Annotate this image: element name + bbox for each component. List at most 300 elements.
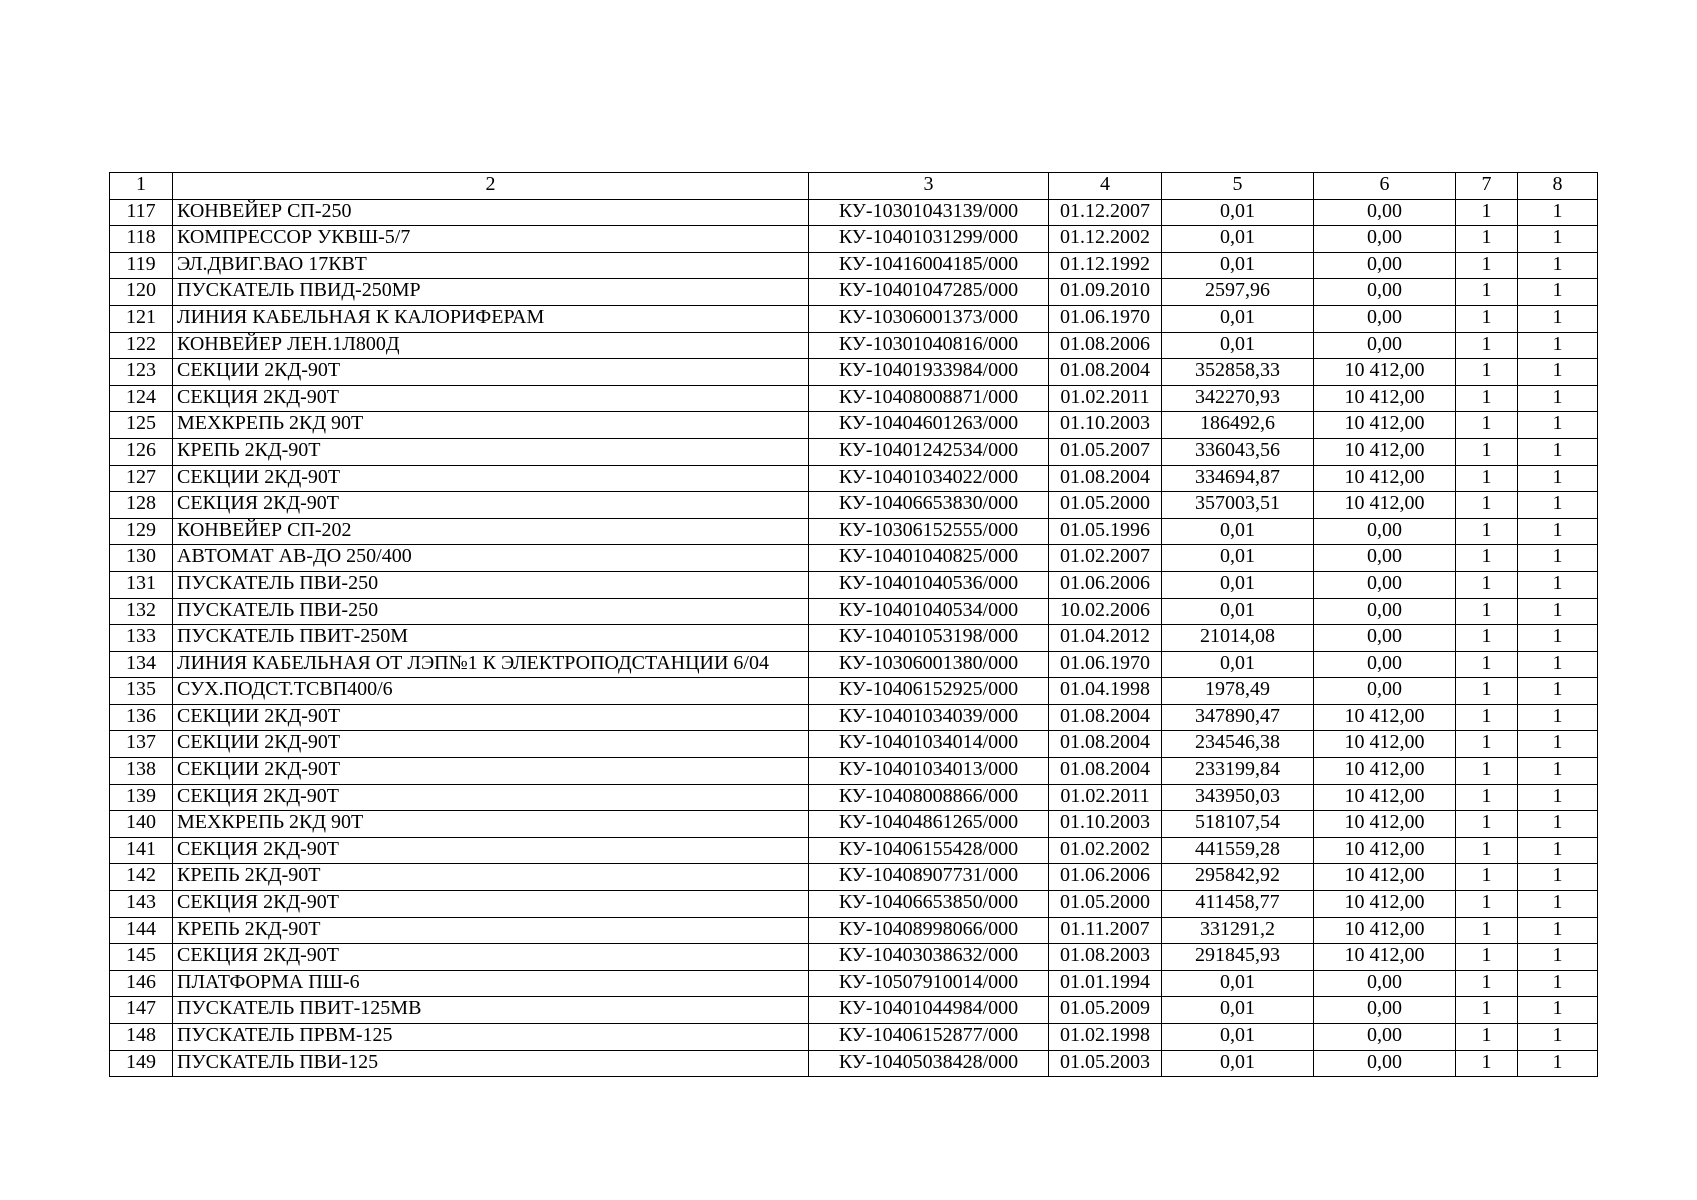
value-cell: 441559,28 xyxy=(1162,837,1314,864)
inventory-code: КУ-10301040816/000 xyxy=(809,332,1049,359)
value-cell: 291845,93 xyxy=(1162,944,1314,971)
value-cell: 0,00 xyxy=(1314,226,1456,253)
quantity-cell: 1 xyxy=(1456,199,1518,226)
value-cell: 186492,6 xyxy=(1162,412,1314,439)
row-number: 138 xyxy=(110,758,173,785)
inventory-code: КУ-10507910014/000 xyxy=(809,970,1049,997)
value-cell: 0,01 xyxy=(1162,651,1314,678)
row-number: 127 xyxy=(110,465,173,492)
quantity-cell: 1 xyxy=(1456,678,1518,705)
value-cell: 0,00 xyxy=(1314,571,1456,598)
column-header: 6 xyxy=(1314,173,1456,200)
inventory-code: КУ-10401034013/000 xyxy=(809,758,1049,785)
item-name: КОМПРЕССОР УКВШ-5/7 xyxy=(173,226,809,253)
value-cell: 10 412,00 xyxy=(1314,891,1456,918)
row-number: 140 xyxy=(110,811,173,838)
value-cell: 0,00 xyxy=(1314,199,1456,226)
row-number: 126 xyxy=(110,438,173,465)
value-cell: 10 412,00 xyxy=(1314,837,1456,864)
row-number: 121 xyxy=(110,305,173,332)
row-number: 142 xyxy=(110,864,173,891)
quantity-cell: 1 xyxy=(1456,571,1518,598)
value-cell: 331291,2 xyxy=(1162,917,1314,944)
row-number: 134 xyxy=(110,651,173,678)
inventory-code: КУ-10404861265/000 xyxy=(809,811,1049,838)
value-cell: 10 412,00 xyxy=(1314,811,1456,838)
quantity-cell: 1 xyxy=(1518,997,1598,1024)
column-header: 7 xyxy=(1456,173,1518,200)
value-cell: 0,00 xyxy=(1314,279,1456,306)
quantity-cell: 1 xyxy=(1456,625,1518,652)
item-name: СЕКЦИЯ 2КД-90Т xyxy=(173,891,809,918)
value-cell: 0,01 xyxy=(1162,571,1314,598)
inventory-code: КУ-10401044984/000 xyxy=(809,997,1049,1024)
table-row xyxy=(110,438,1598,465)
quantity-cell: 1 xyxy=(1456,1050,1518,1077)
item-name: ПУСКАТЕЛЬ ПРВМ-125 xyxy=(173,1024,809,1051)
quantity-cell: 1 xyxy=(1518,332,1598,359)
row-number: 136 xyxy=(110,704,173,731)
row-number: 117 xyxy=(110,199,173,226)
row-number: 119 xyxy=(110,252,173,279)
quantity-cell: 1 xyxy=(1456,438,1518,465)
value-cell: 334694,87 xyxy=(1162,465,1314,492)
date-cell: 01.09.2010 xyxy=(1049,279,1162,306)
column-header: 5 xyxy=(1162,173,1314,200)
value-cell: 10 412,00 xyxy=(1314,412,1456,439)
value-cell: 295842,92 xyxy=(1162,864,1314,891)
quantity-cell: 1 xyxy=(1518,252,1598,279)
value-cell: 2597,96 xyxy=(1162,279,1314,306)
quantity-cell: 1 xyxy=(1518,385,1598,412)
table-row xyxy=(110,784,1598,811)
date-cell: 01.08.2004 xyxy=(1049,359,1162,386)
quantity-cell: 1 xyxy=(1456,465,1518,492)
value-cell: 0,01 xyxy=(1162,518,1314,545)
date-cell: 01.08.2004 xyxy=(1049,465,1162,492)
quantity-cell: 1 xyxy=(1518,359,1598,386)
table-row xyxy=(110,598,1598,625)
date-cell: 10.02.2006 xyxy=(1049,598,1162,625)
quantity-cell: 1 xyxy=(1456,651,1518,678)
row-number: 141 xyxy=(110,837,173,864)
item-name: СЕКЦИИ 2КД-90Т xyxy=(173,704,809,731)
row-number: 130 xyxy=(110,545,173,572)
date-cell: 01.02.1998 xyxy=(1049,1024,1162,1051)
value-cell: 0,01 xyxy=(1162,1024,1314,1051)
value-cell: 10 412,00 xyxy=(1314,438,1456,465)
value-cell: 10 412,00 xyxy=(1314,385,1456,412)
quantity-cell: 1 xyxy=(1518,199,1598,226)
quantity-cell: 1 xyxy=(1518,864,1598,891)
inventory-code: КУ-10408008866/000 xyxy=(809,784,1049,811)
item-name: ПУСКАТЕЛЬ ПВИ-125 xyxy=(173,1050,809,1077)
table-row xyxy=(110,1050,1598,1077)
column-header: 3 xyxy=(809,173,1049,200)
quantity-cell: 1 xyxy=(1456,731,1518,758)
value-cell: 0,00 xyxy=(1314,678,1456,705)
quantity-cell: 1 xyxy=(1518,704,1598,731)
quantity-cell: 1 xyxy=(1456,784,1518,811)
inventory-code: КУ-10406155428/000 xyxy=(809,837,1049,864)
item-name: СЕКЦИЯ 2КД-90Т xyxy=(173,837,809,864)
item-name: СУХ.ПОДСТ.ТСВП400/6 xyxy=(173,678,809,705)
date-cell: 01.02.2007 xyxy=(1049,545,1162,572)
quantity-cell: 1 xyxy=(1518,651,1598,678)
value-cell: 343950,03 xyxy=(1162,784,1314,811)
value-cell: 0,00 xyxy=(1314,1050,1456,1077)
value-cell: 1978,49 xyxy=(1162,678,1314,705)
column-header: 4 xyxy=(1049,173,1162,200)
table-row xyxy=(110,545,1598,572)
quantity-cell: 1 xyxy=(1518,891,1598,918)
quantity-cell: 1 xyxy=(1518,545,1598,572)
row-number: 118 xyxy=(110,226,173,253)
date-cell: 01.02.2002 xyxy=(1049,837,1162,864)
value-cell: 0,00 xyxy=(1314,625,1456,652)
item-name: МЕХКРЕПЬ 2КД 90Т xyxy=(173,811,809,838)
value-cell: 518107,54 xyxy=(1162,811,1314,838)
row-number: 125 xyxy=(110,412,173,439)
value-cell: 0,00 xyxy=(1314,332,1456,359)
quantity-cell: 1 xyxy=(1518,837,1598,864)
item-name: ЭЛ.ДВИГ.ВАО 17КВТ xyxy=(173,252,809,279)
value-cell: 10 412,00 xyxy=(1314,758,1456,785)
item-name: ПУСКАТЕЛЬ ПВИД-250МР xyxy=(173,279,809,306)
value-cell: 342270,93 xyxy=(1162,385,1314,412)
row-number: 120 xyxy=(110,279,173,306)
date-cell: 01.12.1992 xyxy=(1049,252,1162,279)
quantity-cell: 1 xyxy=(1456,412,1518,439)
table-row xyxy=(110,997,1598,1024)
column-header: 8 xyxy=(1518,173,1598,200)
value-cell: 0,01 xyxy=(1162,305,1314,332)
inventory-code: КУ-10301043139/000 xyxy=(809,199,1049,226)
date-cell: 01.06.2006 xyxy=(1049,864,1162,891)
item-name: КРЕПЬ 2КД-90Т xyxy=(173,438,809,465)
quantity-cell: 1 xyxy=(1456,492,1518,519)
row-number: 129 xyxy=(110,518,173,545)
value-cell: 0,01 xyxy=(1162,332,1314,359)
table-row xyxy=(110,199,1598,226)
table-row xyxy=(110,678,1598,705)
quantity-cell: 1 xyxy=(1518,970,1598,997)
date-cell: 01.06.1970 xyxy=(1049,305,1162,332)
value-cell: 10 412,00 xyxy=(1314,731,1456,758)
quantity-cell: 1 xyxy=(1518,571,1598,598)
value-cell: 10 412,00 xyxy=(1314,864,1456,891)
table-body xyxy=(110,199,1598,1077)
quantity-cell: 1 xyxy=(1518,678,1598,705)
inventory-code: КУ-10408998066/000 xyxy=(809,917,1049,944)
table-row xyxy=(110,758,1598,785)
quantity-cell: 1 xyxy=(1518,758,1598,785)
date-cell: 01.02.2011 xyxy=(1049,784,1162,811)
inventory-code: КУ-10408907731/000 xyxy=(809,864,1049,891)
inventory-code: КУ-10408008871/000 xyxy=(809,385,1049,412)
value-cell: 0,00 xyxy=(1314,1024,1456,1051)
date-cell: 01.06.2006 xyxy=(1049,571,1162,598)
value-cell: 10 412,00 xyxy=(1314,359,1456,386)
item-name: АВТОМАТ АВ-ДО 250/400 xyxy=(173,545,809,572)
inventory-code: КУ-10401034022/000 xyxy=(809,465,1049,492)
value-cell: 0,00 xyxy=(1314,651,1456,678)
value-cell: 0,01 xyxy=(1162,199,1314,226)
item-name: СЕКЦИИ 2КД-90Т xyxy=(173,359,809,386)
item-name: КОНВЕЙЕР СП-202 xyxy=(173,518,809,545)
table-row xyxy=(110,252,1598,279)
item-name: ПУСКАТЕЛЬ ПВИТ-125МВ xyxy=(173,997,809,1024)
quantity-cell: 1 xyxy=(1456,226,1518,253)
quantity-cell: 1 xyxy=(1456,385,1518,412)
date-cell: 01.12.2002 xyxy=(1049,226,1162,253)
table-row xyxy=(110,1024,1598,1051)
inventory-code: КУ-10401040825/000 xyxy=(809,545,1049,572)
inventory-code: КУ-10306001373/000 xyxy=(809,305,1049,332)
value-cell: 10 412,00 xyxy=(1314,944,1456,971)
value-cell: 0,01 xyxy=(1162,1050,1314,1077)
quantity-cell: 1 xyxy=(1456,598,1518,625)
inventory-table xyxy=(109,172,1598,1077)
inventory-code: КУ-10401053198/000 xyxy=(809,625,1049,652)
date-cell: 01.10.2003 xyxy=(1049,412,1162,439)
quantity-cell: 1 xyxy=(1456,758,1518,785)
item-name: СЕКЦИИ 2КД-90Т xyxy=(173,758,809,785)
row-number: 139 xyxy=(110,784,173,811)
table-row xyxy=(110,359,1598,386)
row-number: 128 xyxy=(110,492,173,519)
value-cell: 0,01 xyxy=(1162,545,1314,572)
column-header: 2 xyxy=(173,173,809,200)
quantity-cell: 1 xyxy=(1518,412,1598,439)
date-cell: 01.05.2009 xyxy=(1049,997,1162,1024)
value-cell: 10 412,00 xyxy=(1314,704,1456,731)
inventory-code: КУ-10405038428/000 xyxy=(809,1050,1049,1077)
row-number: 137 xyxy=(110,731,173,758)
table-row xyxy=(110,465,1598,492)
value-cell: 0,01 xyxy=(1162,252,1314,279)
row-number: 132 xyxy=(110,598,173,625)
quantity-cell: 1 xyxy=(1518,731,1598,758)
quantity-cell: 1 xyxy=(1518,1024,1598,1051)
date-cell: 01.02.2011 xyxy=(1049,385,1162,412)
quantity-cell: 1 xyxy=(1456,332,1518,359)
row-number: 123 xyxy=(110,359,173,386)
item-name: ПУСКАТЕЛЬ ПВИ-250 xyxy=(173,598,809,625)
date-cell: 01.12.2007 xyxy=(1049,199,1162,226)
value-cell: 10 412,00 xyxy=(1314,492,1456,519)
row-number: 135 xyxy=(110,678,173,705)
inventory-code: КУ-10406653830/000 xyxy=(809,492,1049,519)
inventory-code: КУ-10401047285/000 xyxy=(809,279,1049,306)
item-name: КРЕПЬ 2КД-90Т xyxy=(173,917,809,944)
quantity-cell: 1 xyxy=(1518,492,1598,519)
quantity-cell: 1 xyxy=(1518,226,1598,253)
table-row xyxy=(110,385,1598,412)
table-row xyxy=(110,412,1598,439)
inventory-code: КУ-10401242534/000 xyxy=(809,438,1049,465)
date-cell: 01.10.2003 xyxy=(1049,811,1162,838)
table-row xyxy=(110,917,1598,944)
item-name: МЕХКРЕПЬ 2КД 90Т xyxy=(173,412,809,439)
item-name: ЛИНИЯ КАБЕЛЬНАЯ К КАЛОРИФЕРАМ xyxy=(173,305,809,332)
date-cell: 01.08.2004 xyxy=(1049,704,1162,731)
quantity-cell: 1 xyxy=(1518,279,1598,306)
table-row xyxy=(110,970,1598,997)
value-cell: 233199,84 xyxy=(1162,758,1314,785)
quantity-cell: 1 xyxy=(1456,279,1518,306)
table-row xyxy=(110,891,1598,918)
item-name: СЕКЦИЯ 2КД-90Т xyxy=(173,784,809,811)
quantity-cell: 1 xyxy=(1456,864,1518,891)
table-row xyxy=(110,226,1598,253)
quantity-cell: 1 xyxy=(1456,891,1518,918)
quantity-cell: 1 xyxy=(1456,811,1518,838)
date-cell: 01.08.2004 xyxy=(1049,758,1162,785)
item-name: ПЛАТФОРМА ПШ-6 xyxy=(173,970,809,997)
item-name: СЕКЦИИ 2КД-90Т xyxy=(173,731,809,758)
value-cell: 352858,33 xyxy=(1162,359,1314,386)
value-cell: 0,00 xyxy=(1314,252,1456,279)
quantity-cell: 1 xyxy=(1518,625,1598,652)
table-row xyxy=(110,864,1598,891)
quantity-cell: 1 xyxy=(1518,598,1598,625)
item-name: СЕКЦИЯ 2КД-90Т xyxy=(173,385,809,412)
row-number: 143 xyxy=(110,891,173,918)
inventory-code: КУ-10406152925/000 xyxy=(809,678,1049,705)
quantity-cell: 1 xyxy=(1456,944,1518,971)
row-number: 148 xyxy=(110,1024,173,1051)
row-number: 124 xyxy=(110,385,173,412)
item-name: ПУСКАТЕЛЬ ПВИ-250 xyxy=(173,571,809,598)
date-cell: 01.05.2000 xyxy=(1049,492,1162,519)
column-header: 1 xyxy=(110,173,173,200)
table-header-row xyxy=(110,173,1598,200)
table-row xyxy=(110,279,1598,306)
inventory-code: КУ-10403038632/000 xyxy=(809,944,1049,971)
inventory-code: КУ-10401034014/000 xyxy=(809,731,1049,758)
value-cell: 347890,47 xyxy=(1162,704,1314,731)
quantity-cell: 1 xyxy=(1518,518,1598,545)
inventory-code: КУ-10306001380/000 xyxy=(809,651,1049,678)
quantity-cell: 1 xyxy=(1518,1050,1598,1077)
date-cell: 01.08.2006 xyxy=(1049,332,1162,359)
inventory-code: КУ-10406152877/000 xyxy=(809,1024,1049,1051)
quantity-cell: 1 xyxy=(1456,704,1518,731)
value-cell: 10 412,00 xyxy=(1314,465,1456,492)
inventory-code: КУ-10401040536/000 xyxy=(809,571,1049,598)
quantity-cell: 1 xyxy=(1456,252,1518,279)
value-cell: 0,00 xyxy=(1314,598,1456,625)
row-number: 146 xyxy=(110,970,173,997)
quantity-cell: 1 xyxy=(1518,944,1598,971)
table-row xyxy=(110,944,1598,971)
table-row xyxy=(110,492,1598,519)
inventory-code: КУ-10401034039/000 xyxy=(809,704,1049,731)
date-cell: 01.06.1970 xyxy=(1049,651,1162,678)
value-cell: 21014,08 xyxy=(1162,625,1314,652)
item-name: ЛИНИЯ КАБЕЛЬНАЯ ОТ ЛЭП№1 К ЭЛЕКТРОПОДСТАНЦИИ 6/04 xyxy=(173,651,809,678)
quantity-cell: 1 xyxy=(1456,970,1518,997)
table-row xyxy=(110,518,1598,545)
value-cell: 0,01 xyxy=(1162,226,1314,253)
value-cell: 0,01 xyxy=(1162,997,1314,1024)
quantity-cell: 1 xyxy=(1456,1024,1518,1051)
date-cell: 01.05.2003 xyxy=(1049,1050,1162,1077)
row-number: 131 xyxy=(110,571,173,598)
inventory-code: КУ-10306152555/000 xyxy=(809,518,1049,545)
date-cell: 01.01.1994 xyxy=(1049,970,1162,997)
row-number: 147 xyxy=(110,997,173,1024)
item-name: СЕКЦИИ 2КД-90Т xyxy=(173,465,809,492)
item-name: КРЕПЬ 2КД-90Т xyxy=(173,864,809,891)
table-row xyxy=(110,811,1598,838)
table-row xyxy=(110,625,1598,652)
value-cell: 357003,51 xyxy=(1162,492,1314,519)
table-row xyxy=(110,731,1598,758)
quantity-cell: 1 xyxy=(1456,305,1518,332)
quantity-cell: 1 xyxy=(1518,917,1598,944)
table-row xyxy=(110,305,1598,332)
inventory-code: КУ-10401933984/000 xyxy=(809,359,1049,386)
value-cell: 234546,38 xyxy=(1162,731,1314,758)
quantity-cell: 1 xyxy=(1456,359,1518,386)
quantity-cell: 1 xyxy=(1518,784,1598,811)
value-cell: 0,00 xyxy=(1314,545,1456,572)
value-cell: 10 412,00 xyxy=(1314,917,1456,944)
value-cell: 0,00 xyxy=(1314,305,1456,332)
row-number: 144 xyxy=(110,917,173,944)
table-row xyxy=(110,332,1598,359)
table-row xyxy=(110,837,1598,864)
table-row xyxy=(110,704,1598,731)
inventory-code: КУ-10401031299/000 xyxy=(809,226,1049,253)
date-cell: 01.05.1996 xyxy=(1049,518,1162,545)
value-cell: 0,00 xyxy=(1314,997,1456,1024)
item-name: ПУСКАТЕЛЬ ПВИТ-250М xyxy=(173,625,809,652)
value-cell: 0,00 xyxy=(1314,970,1456,997)
quantity-cell: 1 xyxy=(1518,438,1598,465)
row-number: 133 xyxy=(110,625,173,652)
row-number: 122 xyxy=(110,332,173,359)
value-cell: 10 412,00 xyxy=(1314,784,1456,811)
item-name: СЕКЦИЯ 2КД-90Т xyxy=(173,944,809,971)
value-cell: 336043,56 xyxy=(1162,438,1314,465)
quantity-cell: 1 xyxy=(1456,545,1518,572)
quantity-cell: 1 xyxy=(1456,837,1518,864)
quantity-cell: 1 xyxy=(1456,518,1518,545)
row-number: 149 xyxy=(110,1050,173,1077)
item-name: КОНВЕЙЕР СП-250 xyxy=(173,199,809,226)
date-cell: 01.11.2007 xyxy=(1049,917,1162,944)
date-cell: 01.08.2003 xyxy=(1049,944,1162,971)
date-cell: 01.05.2007 xyxy=(1049,438,1162,465)
value-cell: 0,00 xyxy=(1314,518,1456,545)
date-cell: 01.05.2000 xyxy=(1049,891,1162,918)
value-cell: 0,01 xyxy=(1162,598,1314,625)
date-cell: 01.04.1998 xyxy=(1049,678,1162,705)
quantity-cell: 1 xyxy=(1518,465,1598,492)
inventory-code: КУ-10416004185/000 xyxy=(809,252,1049,279)
inventory-code: КУ-10406653850/000 xyxy=(809,891,1049,918)
table-row xyxy=(110,571,1598,598)
item-name: СЕКЦИЯ 2КД-90Т xyxy=(173,492,809,519)
inventory-code: КУ-10401040534/000 xyxy=(809,598,1049,625)
value-cell: 0,01 xyxy=(1162,970,1314,997)
date-cell: 01.04.2012 xyxy=(1049,625,1162,652)
value-cell: 411458,77 xyxy=(1162,891,1314,918)
date-cell: 01.08.2004 xyxy=(1049,731,1162,758)
